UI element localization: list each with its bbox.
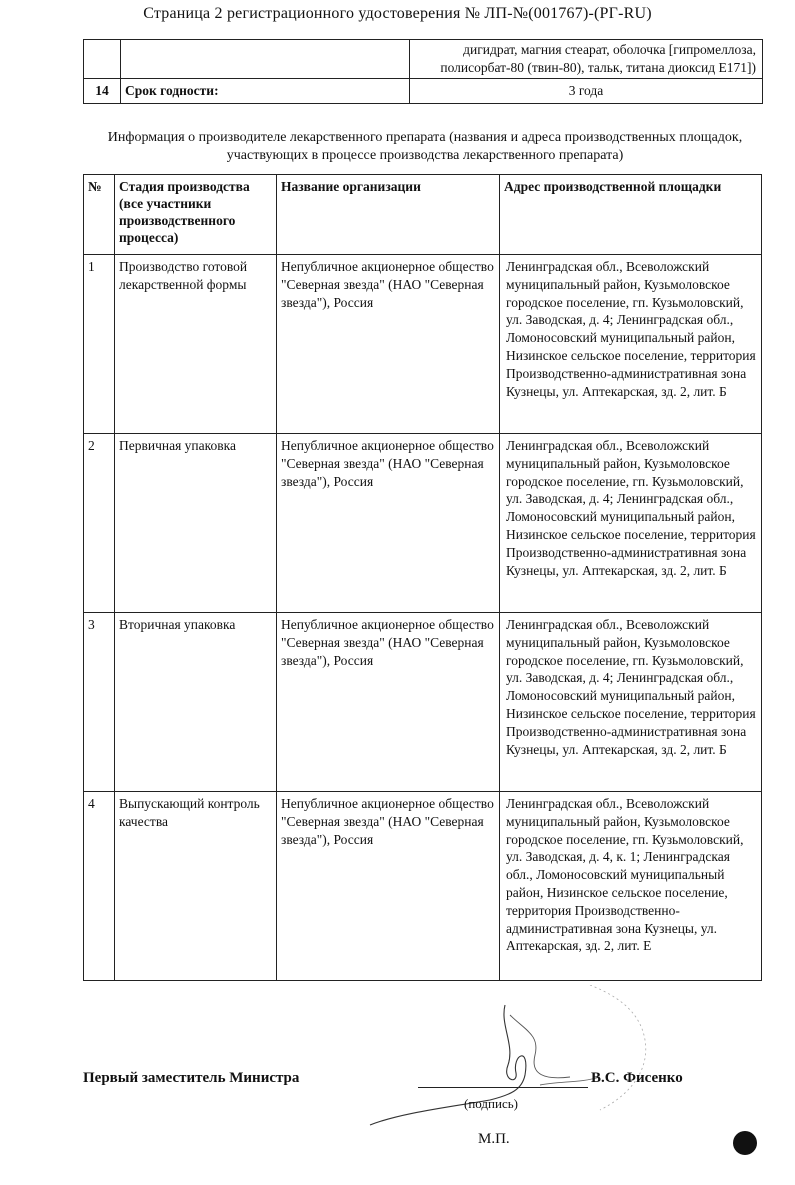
header-org: Название организации bbox=[277, 175, 500, 255]
table-header-row bbox=[84, 175, 762, 255]
row-stage: Выпускающий контроль качества bbox=[115, 792, 277, 981]
info-line: Информация о производителе лекарственного препарата (названия и адреса производственных площадок, bbox=[107, 130, 743, 145]
signature-line bbox=[418, 1087, 588, 1088]
shelf-life-value: 3 года bbox=[410, 79, 763, 104]
info-line: участвующих в процессе производства лекарственного препарата) bbox=[226, 148, 624, 163]
signatory-position: Первый заместитель Министра bbox=[83, 1070, 300, 1086]
stamp-place-label: М.П. bbox=[478, 1131, 510, 1147]
row-org: Непубличное акционерное общество "Северная звезда" (НАО "Северная звезда"), Россия bbox=[277, 792, 500, 981]
table-row bbox=[84, 255, 762, 434]
table-row bbox=[84, 79, 763, 104]
table-row bbox=[84, 613, 762, 792]
header-addr: Адрес производственной площадки bbox=[500, 175, 762, 255]
signature-scribble bbox=[340, 985, 670, 1135]
table-row bbox=[84, 434, 762, 613]
table-cell bbox=[121, 40, 410, 79]
table-row bbox=[84, 792, 762, 981]
row-org: Непубличное акционерное общество "Северная звезда" (НАО "Северная звезда"), Россия bbox=[277, 434, 500, 613]
row-org: Непубличное акционерное общество "Северная звезда" (НАО "Северная звезда"), Россия bbox=[277, 613, 500, 792]
row-addr: Ленинградская обл., Всеволожский муниципальный район, Кузьмоловское городское поселение, гп. Кузьмоловский, ул. Заводская, д. 4, к. 1; Ленинградская обл., Ломоносовский муниципальный район, Низинское сельское поселение, территория Производственно-административная зона Кузнецы, ул. Аптекарская, зд. 2, лит. Е bbox=[500, 792, 762, 981]
manufacturer-info-heading bbox=[80, 129, 770, 165]
row-org: Непубличное акционерное общество "Северная звезда" (НАО "Северная звезда"), Россия bbox=[277, 255, 500, 434]
table-row bbox=[84, 40, 763, 79]
shelf-life-label: Срок годности: bbox=[121, 79, 410, 104]
row-stage: Производство готовой лекарственной формы bbox=[115, 255, 277, 434]
row-addr: Ленинградская обл., Всеволожский муниципальный район, Кузьмоловское городское поселение, гп. Кузьмоловский, ул. Заводская, д. 4; Ленинградская обл., Ломоносовский муниципальный район, Низинское сельское поселение, территория Производственно-административная зона Кузнецы, ул. Аптекарская, зд. 2, лит. Б bbox=[500, 255, 762, 434]
row-num: 3 bbox=[84, 613, 115, 792]
manufacturers-table bbox=[83, 174, 762, 981]
top-table bbox=[83, 39, 763, 104]
signature-caption: (подпись) bbox=[464, 1096, 518, 1111]
table-cell bbox=[84, 40, 121, 79]
excipients-line: дигидрат, магния стеарат, оболочка [гипромеллоза, bbox=[463, 42, 756, 57]
row-num: 1 bbox=[84, 255, 115, 434]
row-num: 2 bbox=[84, 434, 115, 613]
row-stage: Вторичная упаковка bbox=[115, 613, 277, 792]
signatory-name: В.С. Фисенко bbox=[591, 1070, 683, 1086]
excipients-line: полисорбат-80 (твин-80), тальк, титана диоксид Е171]) bbox=[440, 60, 756, 75]
page-header: Страница 2 регистрационного удостоверения № ЛП-№(001767)-(РГ-RU) bbox=[143, 5, 652, 22]
header-num: № bbox=[84, 175, 115, 255]
header-stage: Стадия производства (все участники производственного процесса) bbox=[115, 175, 277, 255]
black-dot-mark bbox=[733, 1131, 757, 1155]
row-addr: Ленинградская обл., Всеволожский муниципальный район, Кузьмоловское городское поселение, гп. Кузьмоловский, ул. Заводская, д. 4; Ленинградская обл., Ломоносовский муниципальный район, Низинское сельское поселение, территория Производственно-административная зона Кузнецы, ул. Аптекарская, зд. 2, лит. Б bbox=[500, 434, 762, 613]
excipients-cell bbox=[410, 40, 763, 79]
row-addr: Ленинградская обл., Всеволожский муниципальный район, Кузьмоловское городское поселение, гп. Кузьмоловский, ул. Заводская, д. 4; Ленинградская обл., Ломоносовский муниципальный район, Низинское сельское поселение, территория Производственно-административная зона Кузнецы, ул. Аптекарская, зд. 2, лит. Б bbox=[500, 613, 762, 792]
row-num: 4 bbox=[84, 792, 115, 981]
row-number: 14 bbox=[84, 79, 121, 104]
row-stage: Первичная упаковка bbox=[115, 434, 277, 613]
